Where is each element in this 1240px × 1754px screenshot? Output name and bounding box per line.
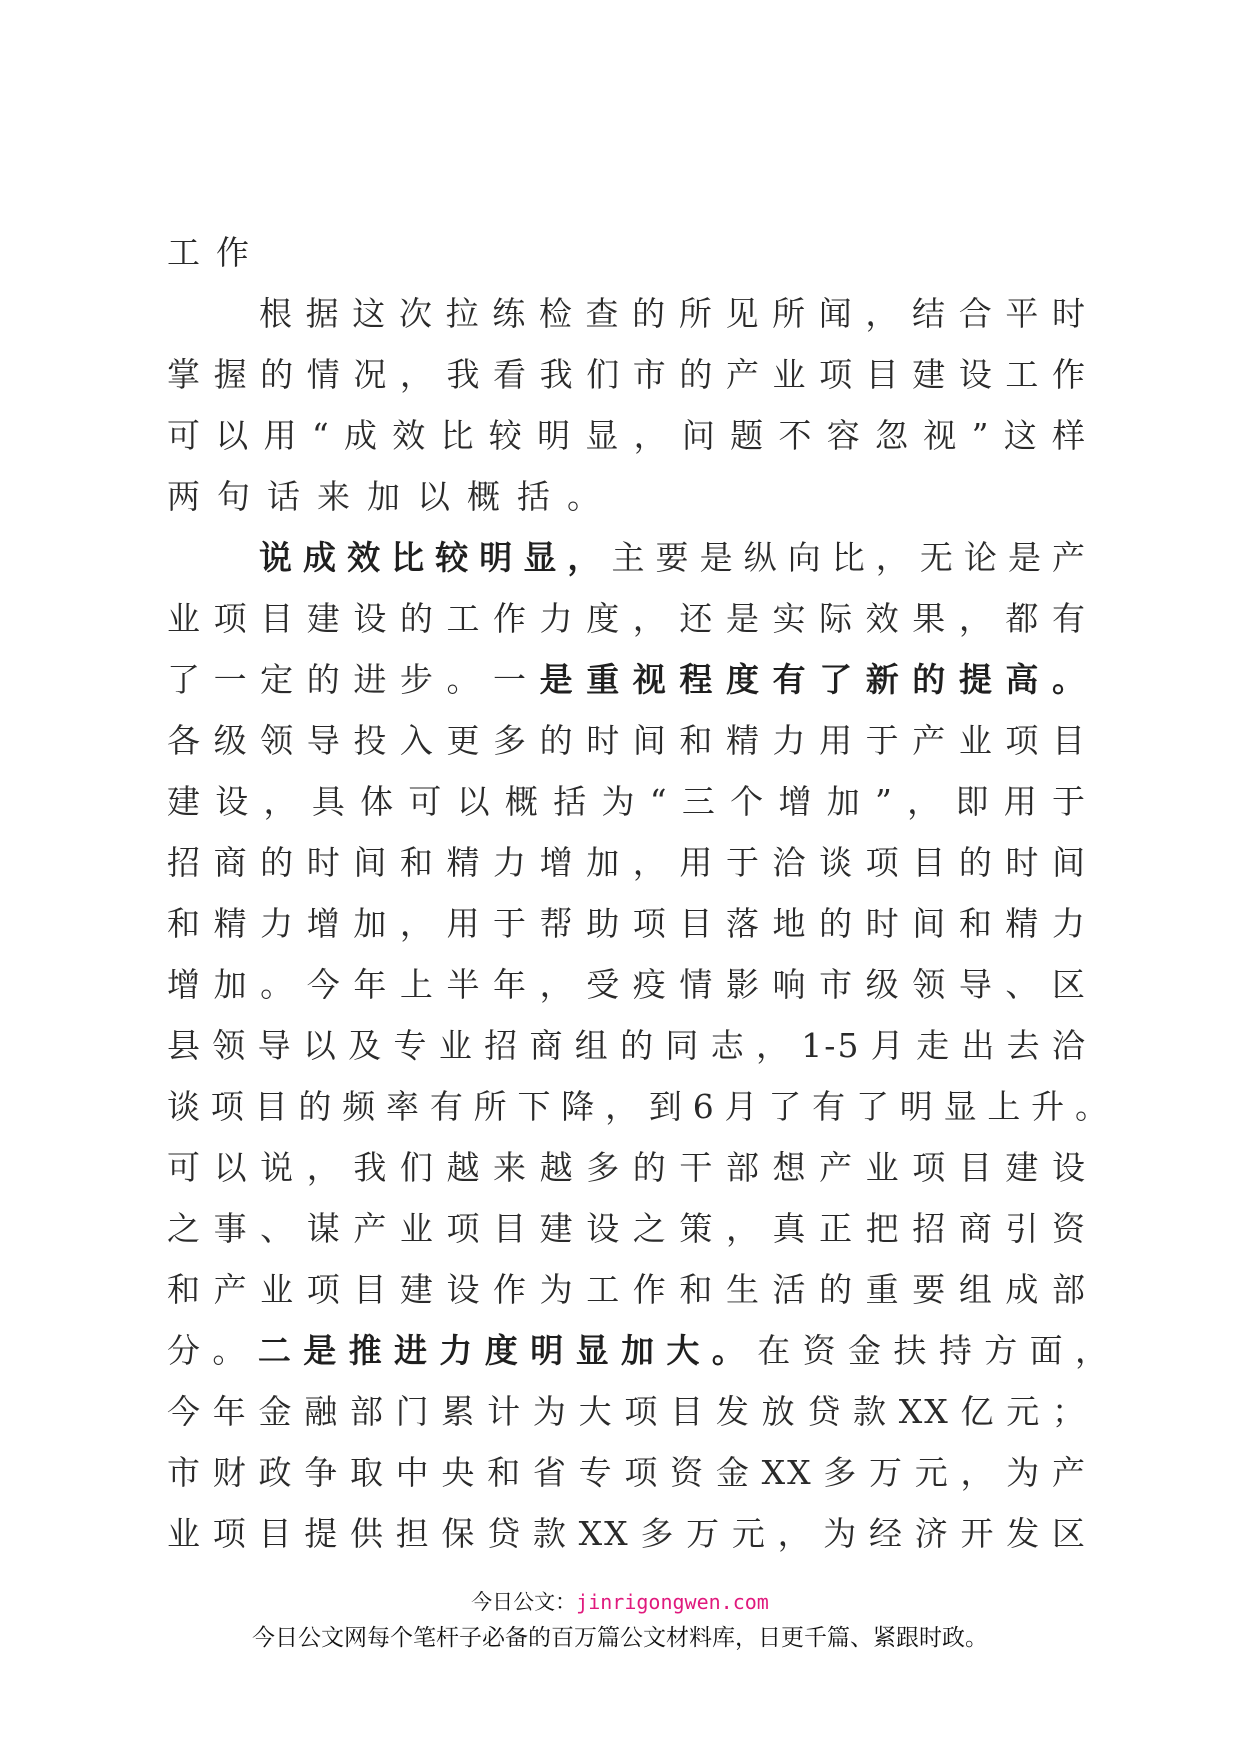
text-line <box>167 832 1087 893</box>
bold-point-segment: 是重视程度有了新的提高。 <box>539 660 1088 699</box>
text-line <box>167 527 1087 588</box>
text-line <box>167 771 1087 832</box>
text-segment: 可以说，我们越来越多的干部想产业项目建设 <box>167 1148 1087 1187</box>
text-segment: 可以用“成效比较明显，问题不容忽视”这样 <box>167 416 1087 455</box>
text-segment: 和产业项目建设作为工作和生活的重要组成部 <box>167 1270 1087 1309</box>
text-segment: 掌握的情况，我看我们市的产业项目建设工作 <box>167 355 1087 394</box>
text-segment: 工作 <box>167 233 265 272</box>
text-line <box>167 222 1087 283</box>
text-segment: 建设，具体可以概括为“三个增加”，即用于 <box>167 782 1087 821</box>
text-segment: 县领导以及专业招商组的同志，1-5月走出去洽 <box>167 1026 1087 1065</box>
text-segment: 业项目建设的工作力度，还是实际效果，都有 <box>167 599 1087 638</box>
text-segment: 了一定的进步。一 <box>167 660 540 699</box>
text-line <box>167 1198 1087 1259</box>
text-segment: 各级领导投入更多的时间和精力用于产业项目 <box>167 721 1087 760</box>
text-line <box>167 405 1087 466</box>
bold-point-segment: 二是推进力度明显加大。 <box>257 1331 758 1370</box>
text-line <box>167 1442 1087 1503</box>
text-segment: 根据这次拉练检查的所见所闻，结合平时 <box>259 294 1087 333</box>
text-segment: 和精力增加，用于帮助项目落地的时间和精力 <box>167 904 1087 943</box>
text-segment: 两句话来加以概括。 <box>167 477 617 516</box>
text-line <box>167 344 1087 405</box>
text-line <box>167 466 1087 527</box>
text-line <box>167 649 1087 710</box>
text-segment: 在资金扶持方面， <box>757 1331 1111 1370</box>
text-segment: 市财政争取中央和省专项资金XX多万元，为产 <box>167 1453 1087 1492</box>
text-line <box>167 1015 1087 1076</box>
footer-source-line <box>0 1587 1240 1617</box>
text-segment: 今年金融部门累计为大项目发放贷款XX亿元； <box>167 1392 1087 1431</box>
footer-slogan: 今日公文网每个笔杆子必备的百万篇公文材料库，日更千篇、紧跟时政。 <box>252 1625 988 1651</box>
text-segment: 增加。今年上半年，受疫情影响市级领导、区 <box>167 965 1087 1004</box>
text-line <box>167 1503 1087 1564</box>
body-text <box>167 222 1111 1564</box>
text-segment: 分。 <box>167 1331 258 1370</box>
text-line <box>167 588 1087 649</box>
text-segment: 招商的时间和精力增加，用于洽谈项目的时间 <box>167 843 1087 882</box>
text-line <box>167 1076 1110 1137</box>
text-line <box>167 1137 1087 1198</box>
text-line <box>167 710 1087 771</box>
footer-site-link[interactable]: jinrigongwen.com <box>576 1590 769 1614</box>
text-segment: 之事、谋产业项目建设之策，真正把招商引资 <box>167 1209 1087 1248</box>
text-line <box>167 893 1087 954</box>
text-line <box>167 1259 1087 1320</box>
text-segment: 谈项目的频率有所下降，到6月了有了明显上升。 <box>167 1087 1110 1126</box>
text-line <box>167 1320 1110 1381</box>
text-line <box>167 954 1087 1015</box>
text-segment: 业项目提供担保贷款XX多万元，为经济开发区 <box>167 1514 1087 1553</box>
footer-label: 今日公文： <box>471 1590 577 1614</box>
bold-lead-segment: 说成效比较明显， <box>259 538 612 577</box>
text-line <box>167 283 1087 344</box>
text-line <box>167 1381 1087 1442</box>
text-segment: 主要是纵向比，无论是产 <box>611 538 1088 577</box>
